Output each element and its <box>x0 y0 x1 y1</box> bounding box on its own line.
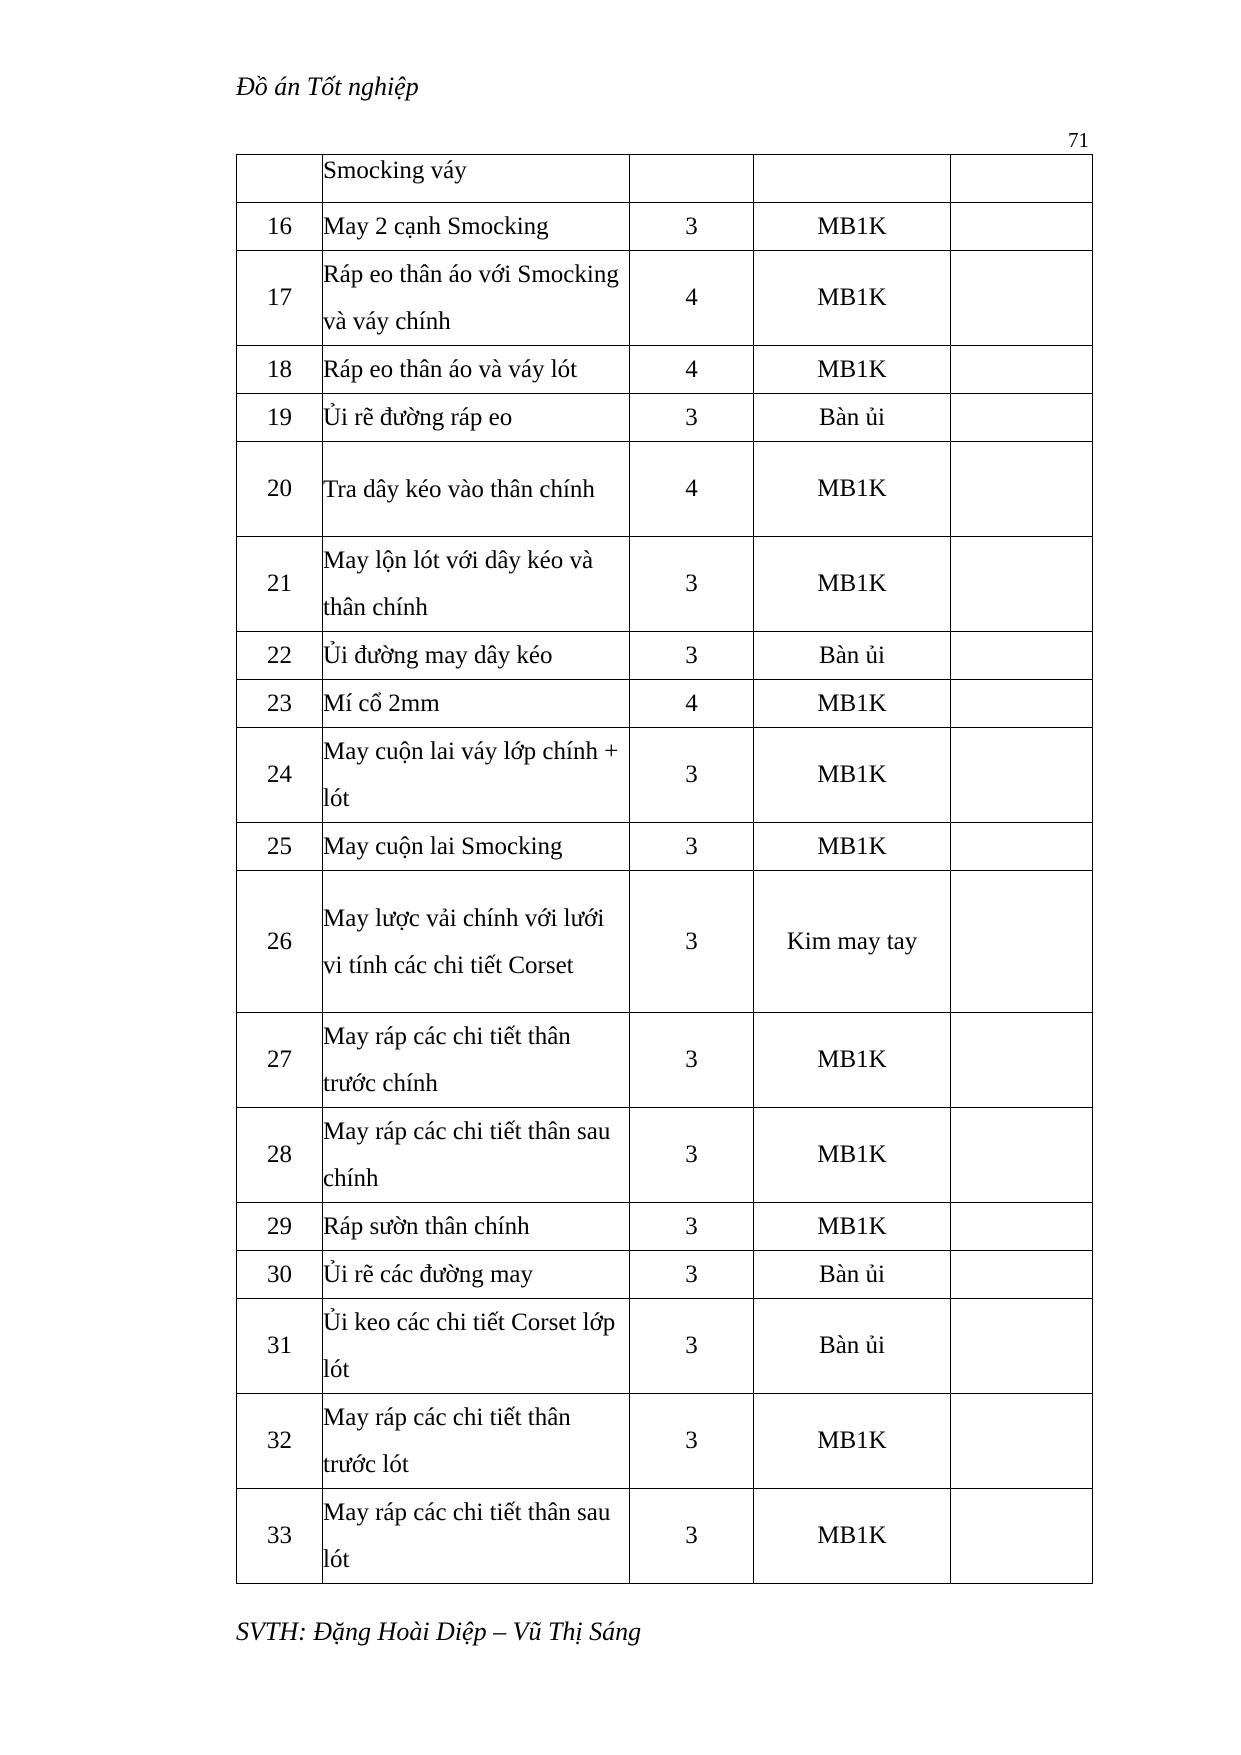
operation-name-cell: May ráp các chi tiết thân sau lót <box>323 1489 630 1584</box>
note-cell <box>951 871 1093 1013</box>
step-number-cell: 25 <box>237 823 323 871</box>
skill-level-cell: 3 <box>630 728 754 823</box>
skill-level-cell: 3 <box>630 1394 754 1489</box>
step-number-cell: 23 <box>237 680 323 728</box>
note-cell <box>951 251 1093 346</box>
note-cell <box>951 632 1093 680</box>
skill-level-cell: 4 <box>630 680 754 728</box>
note-cell <box>951 346 1093 394</box>
step-number-cell: 21 <box>237 537 323 632</box>
step-number-cell: 18 <box>237 346 323 394</box>
step-number-cell: 16 <box>237 203 323 251</box>
operation-name-cell: May ráp các chi tiết thân trước chính <box>323 1013 630 1108</box>
equipment-cell: MB1K <box>754 1203 951 1251</box>
equipment-cell: MB1K <box>754 537 951 632</box>
equipment-cell: MB1K <box>754 203 951 251</box>
skill-level-cell: 3 <box>630 1489 754 1584</box>
operation-name-cell: May lộn lót với dây kéo và thân chính <box>323 537 630 632</box>
step-number-cell: 33 <box>237 1489 323 1584</box>
table-row <box>237 1013 1093 1108</box>
step-number-cell <box>237 155 323 203</box>
note-cell <box>951 1489 1093 1584</box>
step-number-cell: 28 <box>237 1108 323 1203</box>
table-row <box>237 1251 1093 1299</box>
skill-level-cell: 4 <box>630 442 754 537</box>
note-cell <box>951 1299 1093 1394</box>
equipment-cell: MB1K <box>754 1013 951 1108</box>
operation-name-cell: Ráp eo thân áo với Smocking và váy chính <box>323 251 630 346</box>
note-cell <box>951 728 1093 823</box>
note-cell <box>951 537 1093 632</box>
document-header-title: Đồ án Tốt nghiệp <box>236 72 419 101</box>
table-row <box>237 442 1093 537</box>
skill-level-cell: 3 <box>630 1203 754 1251</box>
skill-level-cell <box>630 155 754 203</box>
table-row <box>237 871 1093 1013</box>
equipment-cell: Bàn ủi <box>754 1251 951 1299</box>
table-row <box>237 203 1093 251</box>
table-row <box>237 1489 1093 1584</box>
note-cell <box>951 1108 1093 1203</box>
table-row <box>237 632 1093 680</box>
skill-level-cell: 3 <box>630 394 754 442</box>
equipment-cell <box>754 155 951 203</box>
page-number: 71 <box>1068 128 1089 152</box>
table-row <box>237 251 1093 346</box>
document-footer: SVTH: Đặng Hoài Diệp – Vũ Thị Sáng <box>236 1617 642 1646</box>
operation-name-cell: May cuộn lai váy lớp chính + lót <box>323 728 630 823</box>
skill-level-cell: 3 <box>630 1108 754 1203</box>
operation-name-cell: Ủi rẽ các đường may <box>323 1251 630 1299</box>
operation-name-cell: Mí cổ 2mm <box>323 680 630 728</box>
operation-name-cell: Ráp sườn thân chính <box>323 1203 630 1251</box>
step-number-cell: 32 <box>237 1394 323 1489</box>
skill-level-cell: 4 <box>630 251 754 346</box>
operation-name-cell: Ủi keo các chi tiết Corset lớp lót <box>323 1299 630 1394</box>
table-row <box>237 1108 1093 1203</box>
operation-name-cell: May cuộn lai Smocking <box>323 823 630 871</box>
step-number-cell: 24 <box>237 728 323 823</box>
note-cell <box>951 394 1093 442</box>
operations-table <box>236 154 1093 1584</box>
note-cell <box>951 1251 1093 1299</box>
operation-name-cell: May lược vải chính với lưới vi tính các chi tiết Corset <box>323 871 630 1013</box>
table-row <box>237 394 1093 442</box>
table-row <box>237 1394 1093 1489</box>
equipment-cell: MB1K <box>754 251 951 346</box>
equipment-cell: MB1K <box>754 728 951 823</box>
note-cell <box>951 442 1093 537</box>
table-row <box>237 537 1093 632</box>
skill-level-cell: 3 <box>630 203 754 251</box>
skill-level-cell: 3 <box>630 1013 754 1108</box>
skill-level-cell: 3 <box>630 1299 754 1394</box>
equipment-cell: MB1K <box>754 442 951 537</box>
equipment-cell: MB1K <box>754 680 951 728</box>
equipment-cell: MB1K <box>754 1489 951 1584</box>
skill-level-cell: 3 <box>630 1251 754 1299</box>
step-number-cell: 20 <box>237 442 323 537</box>
equipment-cell: Kim may tay <box>754 871 951 1013</box>
skill-level-cell: 3 <box>630 823 754 871</box>
skill-level-cell: 4 <box>630 346 754 394</box>
equipment-cell: Bàn ủi <box>754 632 951 680</box>
operation-name-cell: May ráp các chi tiết thân trước lót <box>323 1394 630 1489</box>
operation-name-cell: Ủi rẽ đường ráp eo <box>323 394 630 442</box>
note-cell <box>951 1394 1093 1489</box>
equipment-cell: MB1K <box>754 823 951 871</box>
equipment-cell: Bàn ủi <box>754 1299 951 1394</box>
table-row <box>237 155 1093 203</box>
table-row <box>237 1203 1093 1251</box>
step-number-cell: 29 <box>237 1203 323 1251</box>
table-row <box>237 1299 1093 1394</box>
step-number-cell: 26 <box>237 871 323 1013</box>
operations-table-body <box>237 155 1093 1584</box>
note-cell <box>951 203 1093 251</box>
table-row <box>237 728 1093 823</box>
table-row <box>237 680 1093 728</box>
step-number-cell: 22 <box>237 632 323 680</box>
operation-name-cell: May 2 cạnh Smocking <box>323 203 630 251</box>
note-cell <box>951 823 1093 871</box>
step-number-cell: 17 <box>237 251 323 346</box>
skill-level-cell: 3 <box>630 632 754 680</box>
operation-name-cell: Tra dây kéo vào thân chính <box>323 442 630 537</box>
equipment-cell: Bàn ủi <box>754 394 951 442</box>
step-number-cell: 27 <box>237 1013 323 1108</box>
skill-level-cell: 3 <box>630 871 754 1013</box>
operation-name-cell: May ráp các chi tiết thân sau chính <box>323 1108 630 1203</box>
equipment-cell: MB1K <box>754 1108 951 1203</box>
operation-name-cell: Ráp eo thân áo và váy lót <box>323 346 630 394</box>
table-row <box>237 823 1093 871</box>
step-number-cell: 19 <box>237 394 323 442</box>
table-row <box>237 346 1093 394</box>
step-number-cell: 31 <box>237 1299 323 1394</box>
equipment-cell: MB1K <box>754 346 951 394</box>
operation-name-cell: Smocking váy <box>323 155 630 203</box>
note-cell <box>951 1203 1093 1251</box>
note-cell <box>951 680 1093 728</box>
operation-name-cell: Ủi đường may dây kéo <box>323 632 630 680</box>
equipment-cell: MB1K <box>754 1394 951 1489</box>
step-number-cell: 30 <box>237 1251 323 1299</box>
skill-level-cell: 3 <box>630 537 754 632</box>
note-cell <box>951 1013 1093 1108</box>
note-cell <box>951 155 1093 203</box>
